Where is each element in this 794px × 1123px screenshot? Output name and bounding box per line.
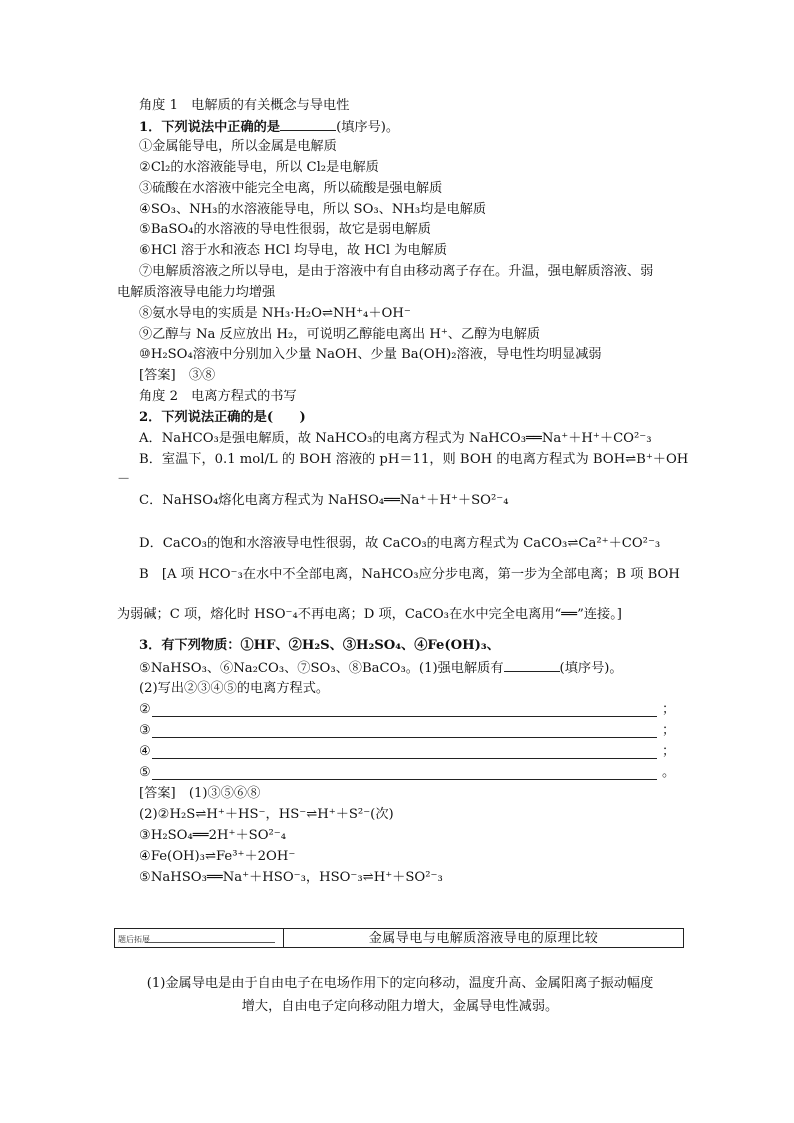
section1-heading: 角度 1 电解质的有关概念与导电性	[139, 98, 350, 113]
answer-3-h2s: (2)②H₂S⇌H⁺＋HS⁻，HS⁻⇌H⁺＋S²⁻(次)	[139, 807, 394, 822]
item-3: ③硫酸在水溶液中能完全电离，所以硫酸是强电解质	[139, 181, 443, 196]
item-9: ⑨乙醇与 Na 反应放出 H₂，可说明乙醇能电离出 H⁺、乙醇为电解质	[139, 327, 541, 342]
section2-heading: 角度 2 电离方程式的书写	[139, 389, 297, 404]
blank-label-5: ⑤	[139, 765, 151, 780]
question-3-substances: ⑤NaHSO₃、⑥Na₂CO₃、⑦SO₃、⑧BaCO₃。(1)强电解质有	[139, 661, 504, 676]
item-7-cont: 电解质溶液导电能力均增强	[117, 285, 276, 300]
question-1-prefix: 1．下列说法中正确的是	[139, 120, 281, 135]
item-8: ⑧氨水导电的实质是 NH₃·H₂O⇌NH⁺₄＋OH⁻	[139, 306, 411, 321]
item-2: ②Cl₂的水溶液能导电，所以 Cl₂是电解质	[139, 160, 379, 175]
option-a: A．NaHCO₃是强电解质，故 NaHCO₃的电离方程式为 NaHCO₃══Na⁺＋H⁺＋CO²⁻₃	[139, 431, 652, 446]
blank-label-3: ③	[139, 723, 151, 738]
item-10: ⑩H₂SO₄溶液中分别加入少量 NaOH、少量 Ba(OH)₂溶液，导电性均明显减弱	[139, 347, 602, 362]
question-1-blank[interactable]	[280, 118, 336, 131]
answer-line-3[interactable]	[152, 737, 657, 738]
option-b: B．室温下，0.1 mol/L 的 BOH 溶液的 pH＝11，则 BOH 的电离方程式为 BOH⇌B⁺＋OH	[139, 452, 689, 467]
item-6: ⑥HCl 溶于水和液态 HCl 均导电，故 HCl 为电解质	[139, 243, 448, 258]
closing-line-1: (1)金属导电是由于自由电子在电场作用下的定向移动，温度升高、金属阳离子振动幅度	[146, 976, 654, 991]
question-3: 3．有下列物质：①HF、②H₂S、③H₂SO₄、④Fe(OH)₃、	[139, 638, 500, 653]
banner-tag-underline	[145, 942, 275, 943]
item-5: ⑤BaSO₄的水溶液的导电性很弱，故它是弱电解质	[139, 222, 431, 237]
closing-line-2: 增大，自由电子定向移动阻力增大，金属导电性减弱。	[241, 999, 559, 1014]
item-7: ⑦电解质溶液之所以导电，是由于溶液中有自由移动离子存在。升温，强电解质溶液、弱	[139, 264, 654, 279]
explanation-2-cont: 为弱碱；C 项，熔化时 HSO⁻₄不再电离；D 项，CaCO₃在水中完全电离用“══”连接。]	[117, 607, 622, 622]
blank-end-5: 。	[662, 765, 676, 780]
answer-3-h2so4: ③H₂SO₄══2H⁺＋SO²⁻₄	[139, 828, 287, 843]
answer-line-5[interactable]	[152, 779, 657, 780]
item-4: ④SO₃、NH₃的水溶液能导电，所以 SO₃、NH₃均是电解质	[139, 202, 487, 217]
question-2: 2．下列说法正确的是( )	[139, 410, 306, 425]
banner-tag	[115, 929, 284, 947]
question-3-part2: (2)写出②③④⑤的电离方程式。	[139, 681, 330, 696]
question-3-line2	[139, 659, 623, 678]
blank-label-2: ②	[139, 702, 151, 717]
item-1: ①金属能导电，所以金属是电解质	[139, 139, 337, 154]
explanation-2: B [A 项 HCO⁻₃在水中不全部电离，NaHCO₃应分步电离，第一步为全部电离；B 项 BOH	[139, 567, 680, 582]
blank-end-2: ；	[662, 702, 676, 717]
blank-label-4: ④	[139, 744, 151, 759]
question-3-blank[interactable]	[504, 659, 560, 672]
banner-tag-label: 题后拓展	[118, 935, 150, 944]
question-1-suffix: (填序号)。	[336, 120, 400, 135]
banner-title: 金属导电与电解质溶液导电的原理比较	[368, 931, 599, 946]
answer-3-feoh3: ④Fe(OH)₃⇌Fe³⁺＋2OH⁻	[139, 849, 296, 864]
option-b-cont: －	[117, 472, 131, 487]
answer-3-nahso3: ⑤NaHSO₃══Na⁺＋HSO⁻₃，HSO⁻₃⇌H⁺＋SO²⁻₃	[139, 870, 443, 885]
question-1	[139, 118, 399, 137]
option-c: C．NaHSO₄熔化电离方程式为 NaHSO₄══Na⁺＋H⁺＋SO²⁻₄	[139, 493, 509, 508]
answer-1: [答案] ③⑧	[139, 368, 216, 383]
question-3-suffix: (填序号)。	[559, 661, 623, 676]
blank-end-4: ；	[662, 744, 676, 759]
answer-3-part1: [答案] (1)③⑤⑥⑧	[139, 786, 261, 801]
answer-line-2[interactable]	[152, 716, 657, 717]
answer-line-4[interactable]	[152, 758, 657, 759]
extension-banner	[114, 928, 684, 948]
option-d: D．CaCO₃的饱和水溶液导电性很弱，故 CaCO₃的电离方程式为 CaCO₃⇌Ca²⁺＋CO²⁻₃	[139, 536, 661, 551]
blank-end-3: ；	[662, 723, 676, 738]
